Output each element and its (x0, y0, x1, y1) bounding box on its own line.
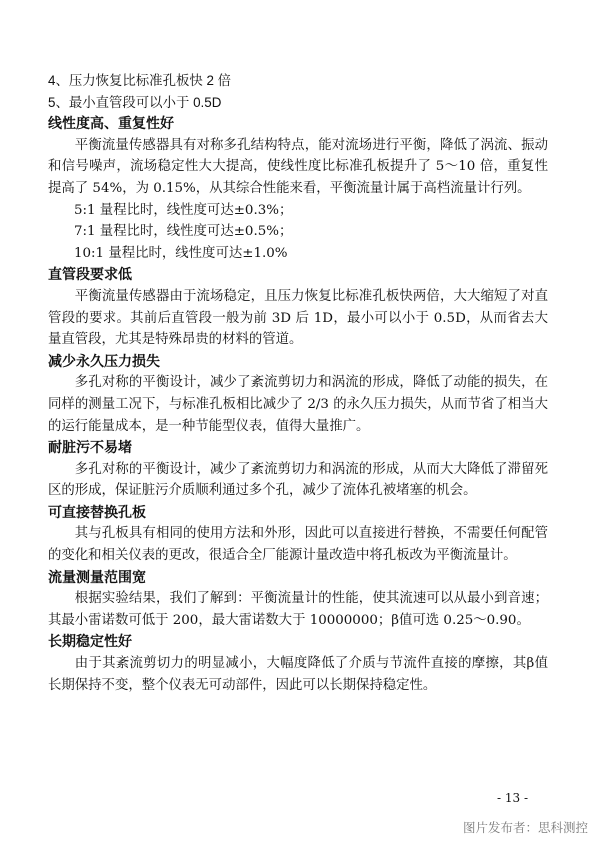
section-heading: 线性度高、重复性好 (48, 115, 174, 132)
section-replace-orifice (48, 502, 548, 567)
document-body (48, 70, 548, 696)
section-wide-range (48, 567, 548, 632)
section-paragraph: 由于其紊流剪切力的明显减小，大幅度降低了介质与节流件直接的摩擦，其β值长期保持不变，整个仪表无可动部件，因此可以长期保持稳定性。 (48, 656, 548, 693)
section-heading: 长期稳定性好 (48, 633, 132, 650)
list-item-5: 5、最小直管段可以小于 0.5D (48, 94, 222, 110)
section-linearity (48, 113, 548, 264)
section-paragraph: 平衡流量传感器具有对称多孔结构特点，能对流场进行平衡，降低了涡流、振动和信号噪声，流场稳定性大大提高，使线性度比标准孔板提升了 5～10 倍，重复性提高了 54%，为 0.15%，从其综合性能来看，平衡流量计属于高档流量计行列。 (48, 137, 548, 196)
section-heading: 直管段要求低 (48, 266, 132, 283)
section-straight-pipe (48, 264, 548, 350)
section-anti-clog (48, 437, 548, 502)
section-pressure-loss (48, 351, 548, 437)
page-number: - 13 - (496, 791, 528, 805)
section-paragraph: 根据实验结果，我们了解到：平衡流量计的性能，使其流速可以从最小到音速；其最小雷诺数可低于 200，最大雷诺数大于 10000000；β值可选 0.25～0.90。 (48, 591, 548, 628)
section-long-term-stability (48, 631, 548, 696)
section-paragraph: 其与孔板具有相同的使用方法和外形，因此可以直接进行替换，不需要任何配管的变化和相关仪表的更改，很适合全厂能源计量改造中将孔板改为平衡流量计。 (48, 526, 548, 564)
section-heading: 耐脏污不易堵 (48, 439, 132, 456)
range-ratio-item: 7:1 量程比时，线性度可达±0.5%； (74, 224, 293, 240)
range-ratio-item: 10:1 量程比时，线性度可达±1.0% (74, 245, 288, 261)
image-credit: 图片发布者：思科测控 (462, 820, 588, 835)
list-item-4: 4、压力恢复比标准孔板快 2 倍 (48, 73, 232, 88)
section-paragraph: 平衡流量传感器由于流场稳定，且压力恢复比标准孔板快两倍，大大缩短了对直管段的要求。其前后直管段一般为前 3D 后 1D，最小可以小于 0.5D，从而省去大量直管段，尤其是特殊昂贵的材料的管道。 (48, 288, 548, 348)
range-ratio-item: 5:1 量程比时，线性度可达±0.3%； (74, 202, 293, 218)
section-heading: 可直接替换孔板 (48, 503, 146, 520)
section-heading: 减少永久压力损失 (48, 352, 160, 369)
section-paragraph: 多孔对称的平衡设计，减少了紊流剪切力和涡流的形成，从而大大降低了滞留死区的形成，保证脏污介质顺利通过多个孔，减少了流体孔被堵塞的机会。 (48, 461, 548, 499)
section-heading: 流量测量范围宽 (48, 568, 146, 585)
section-paragraph: 多孔对称的平衡设计，减少了紊流剪切力和涡流的形成，降低了动能的损失，在同样的测量工况下，与标准孔板相比减少了 2/3 的永久压力损失，从而节省了相当大的运行能量成本，是一种节能型仪表，值得大量推广。 (48, 375, 548, 434)
